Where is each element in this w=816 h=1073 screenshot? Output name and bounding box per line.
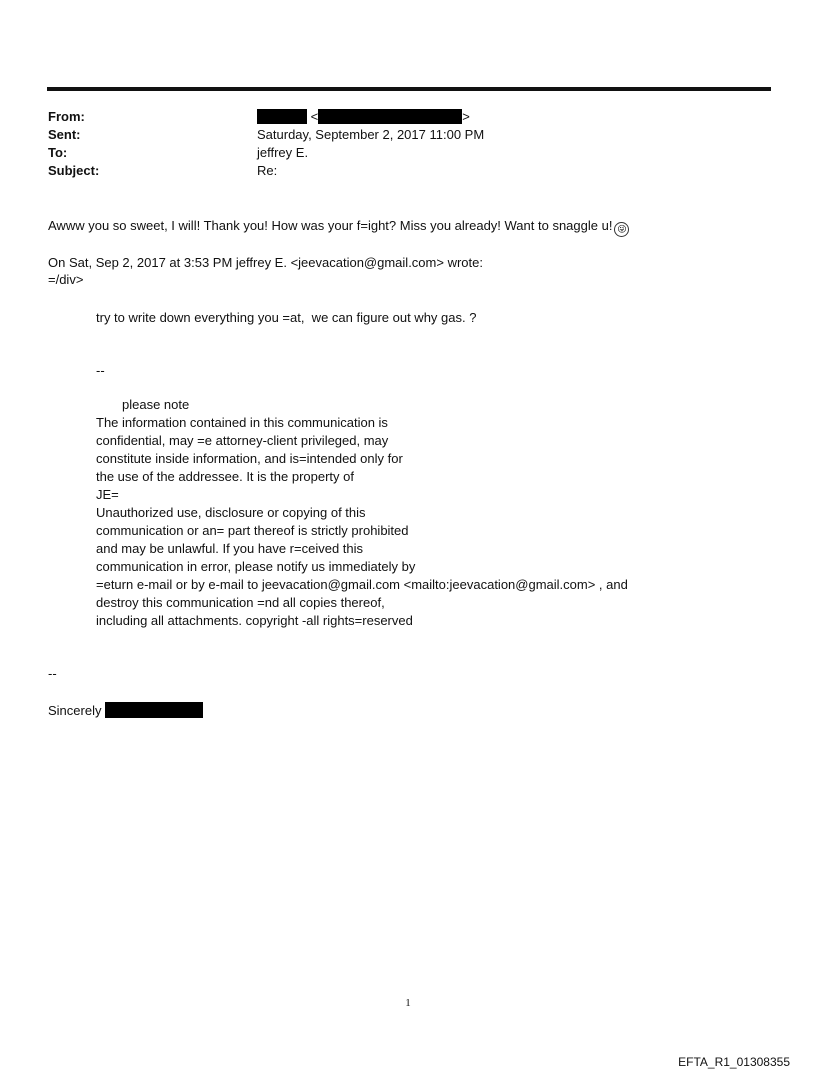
from-open-bracket: < bbox=[310, 109, 319, 124]
reply-line bbox=[48, 217, 629, 237]
subject-value: Re: bbox=[257, 163, 278, 178]
quote-div: =/div> bbox=[48, 272, 84, 287]
from-row bbox=[0, 108, 816, 126]
page-number: 1 bbox=[405, 997, 411, 1009]
closing-text: Sincerely bbox=[48, 703, 102, 718]
reply-text: Awww you so sweet, I will! Thank you! How was your f=ight? Miss you already! Want to snaggle u! bbox=[48, 218, 613, 233]
sent-row bbox=[0, 126, 816, 144]
redacted-sender-email bbox=[318, 109, 462, 124]
from-close-bracket: > bbox=[462, 109, 470, 124]
signature-dash: -- bbox=[96, 363, 105, 378]
to-label: To: bbox=[48, 145, 68, 160]
redacted-signature-name bbox=[105, 702, 203, 718]
disclaimer-line: communication in error, please notify us immediately by bbox=[96, 559, 416, 574]
sent-label: Sent: bbox=[48, 127, 81, 142]
winking-face-icon: 😜 bbox=[614, 222, 629, 237]
redacted-sender-name bbox=[257, 109, 307, 124]
document-id: EFTA_R1_01308355 bbox=[678, 1055, 790, 1069]
closing-line bbox=[48, 702, 203, 720]
disclaimer-line: Unauthorized use, disclosure or copying of this bbox=[96, 505, 366, 520]
disclaimer-line: confidential, may =e attorney-client privileged, may bbox=[96, 433, 389, 448]
subject-row bbox=[0, 162, 816, 180]
disclaimer-line: constitute inside information, and is=intended only for bbox=[96, 451, 403, 466]
disclaimer-line: communication or an= part thereof is strictly prohibited bbox=[96, 523, 409, 538]
disclaimer-line: The information contained in this communication is bbox=[96, 415, 388, 430]
header-rule bbox=[47, 87, 771, 91]
quoted-text: try to write down everything you =at, we can figure out why gas. ? bbox=[96, 310, 477, 325]
sent-value: Saturday, September 2, 2017 11:00 PM bbox=[257, 127, 485, 142]
disclaimer-line: the use of the addressee. It is the property of bbox=[96, 469, 354, 484]
from-label: From: bbox=[48, 109, 85, 124]
disclaimer-line: =eturn e-mail or by e-mail to jeevacation@gmail.com <mailto:jeevacation@gmail.com> , and bbox=[96, 577, 628, 592]
subject-label: Subject: bbox=[48, 163, 100, 178]
to-row bbox=[0, 144, 816, 162]
disclaimer-title: please note bbox=[122, 397, 190, 412]
quote-intro: On Sat, Sep 2, 2017 at 3:53 PM jeffrey E. <jeevacation@gmail.com> wrote: bbox=[48, 255, 483, 270]
from-value bbox=[257, 108, 470, 126]
disclaimer-line: including all attachments. copyright -all rights=reserved bbox=[96, 613, 413, 628]
disclaimer-line: destroy this communication =nd all copies thereof, bbox=[96, 595, 385, 610]
to-value: jeffrey E. bbox=[257, 145, 309, 160]
closing-dash: -- bbox=[48, 666, 57, 681]
disclaimer-line: JE= bbox=[96, 487, 119, 502]
disclaimer-line: and may be unlawful. If you have r=ceived this bbox=[96, 541, 364, 556]
